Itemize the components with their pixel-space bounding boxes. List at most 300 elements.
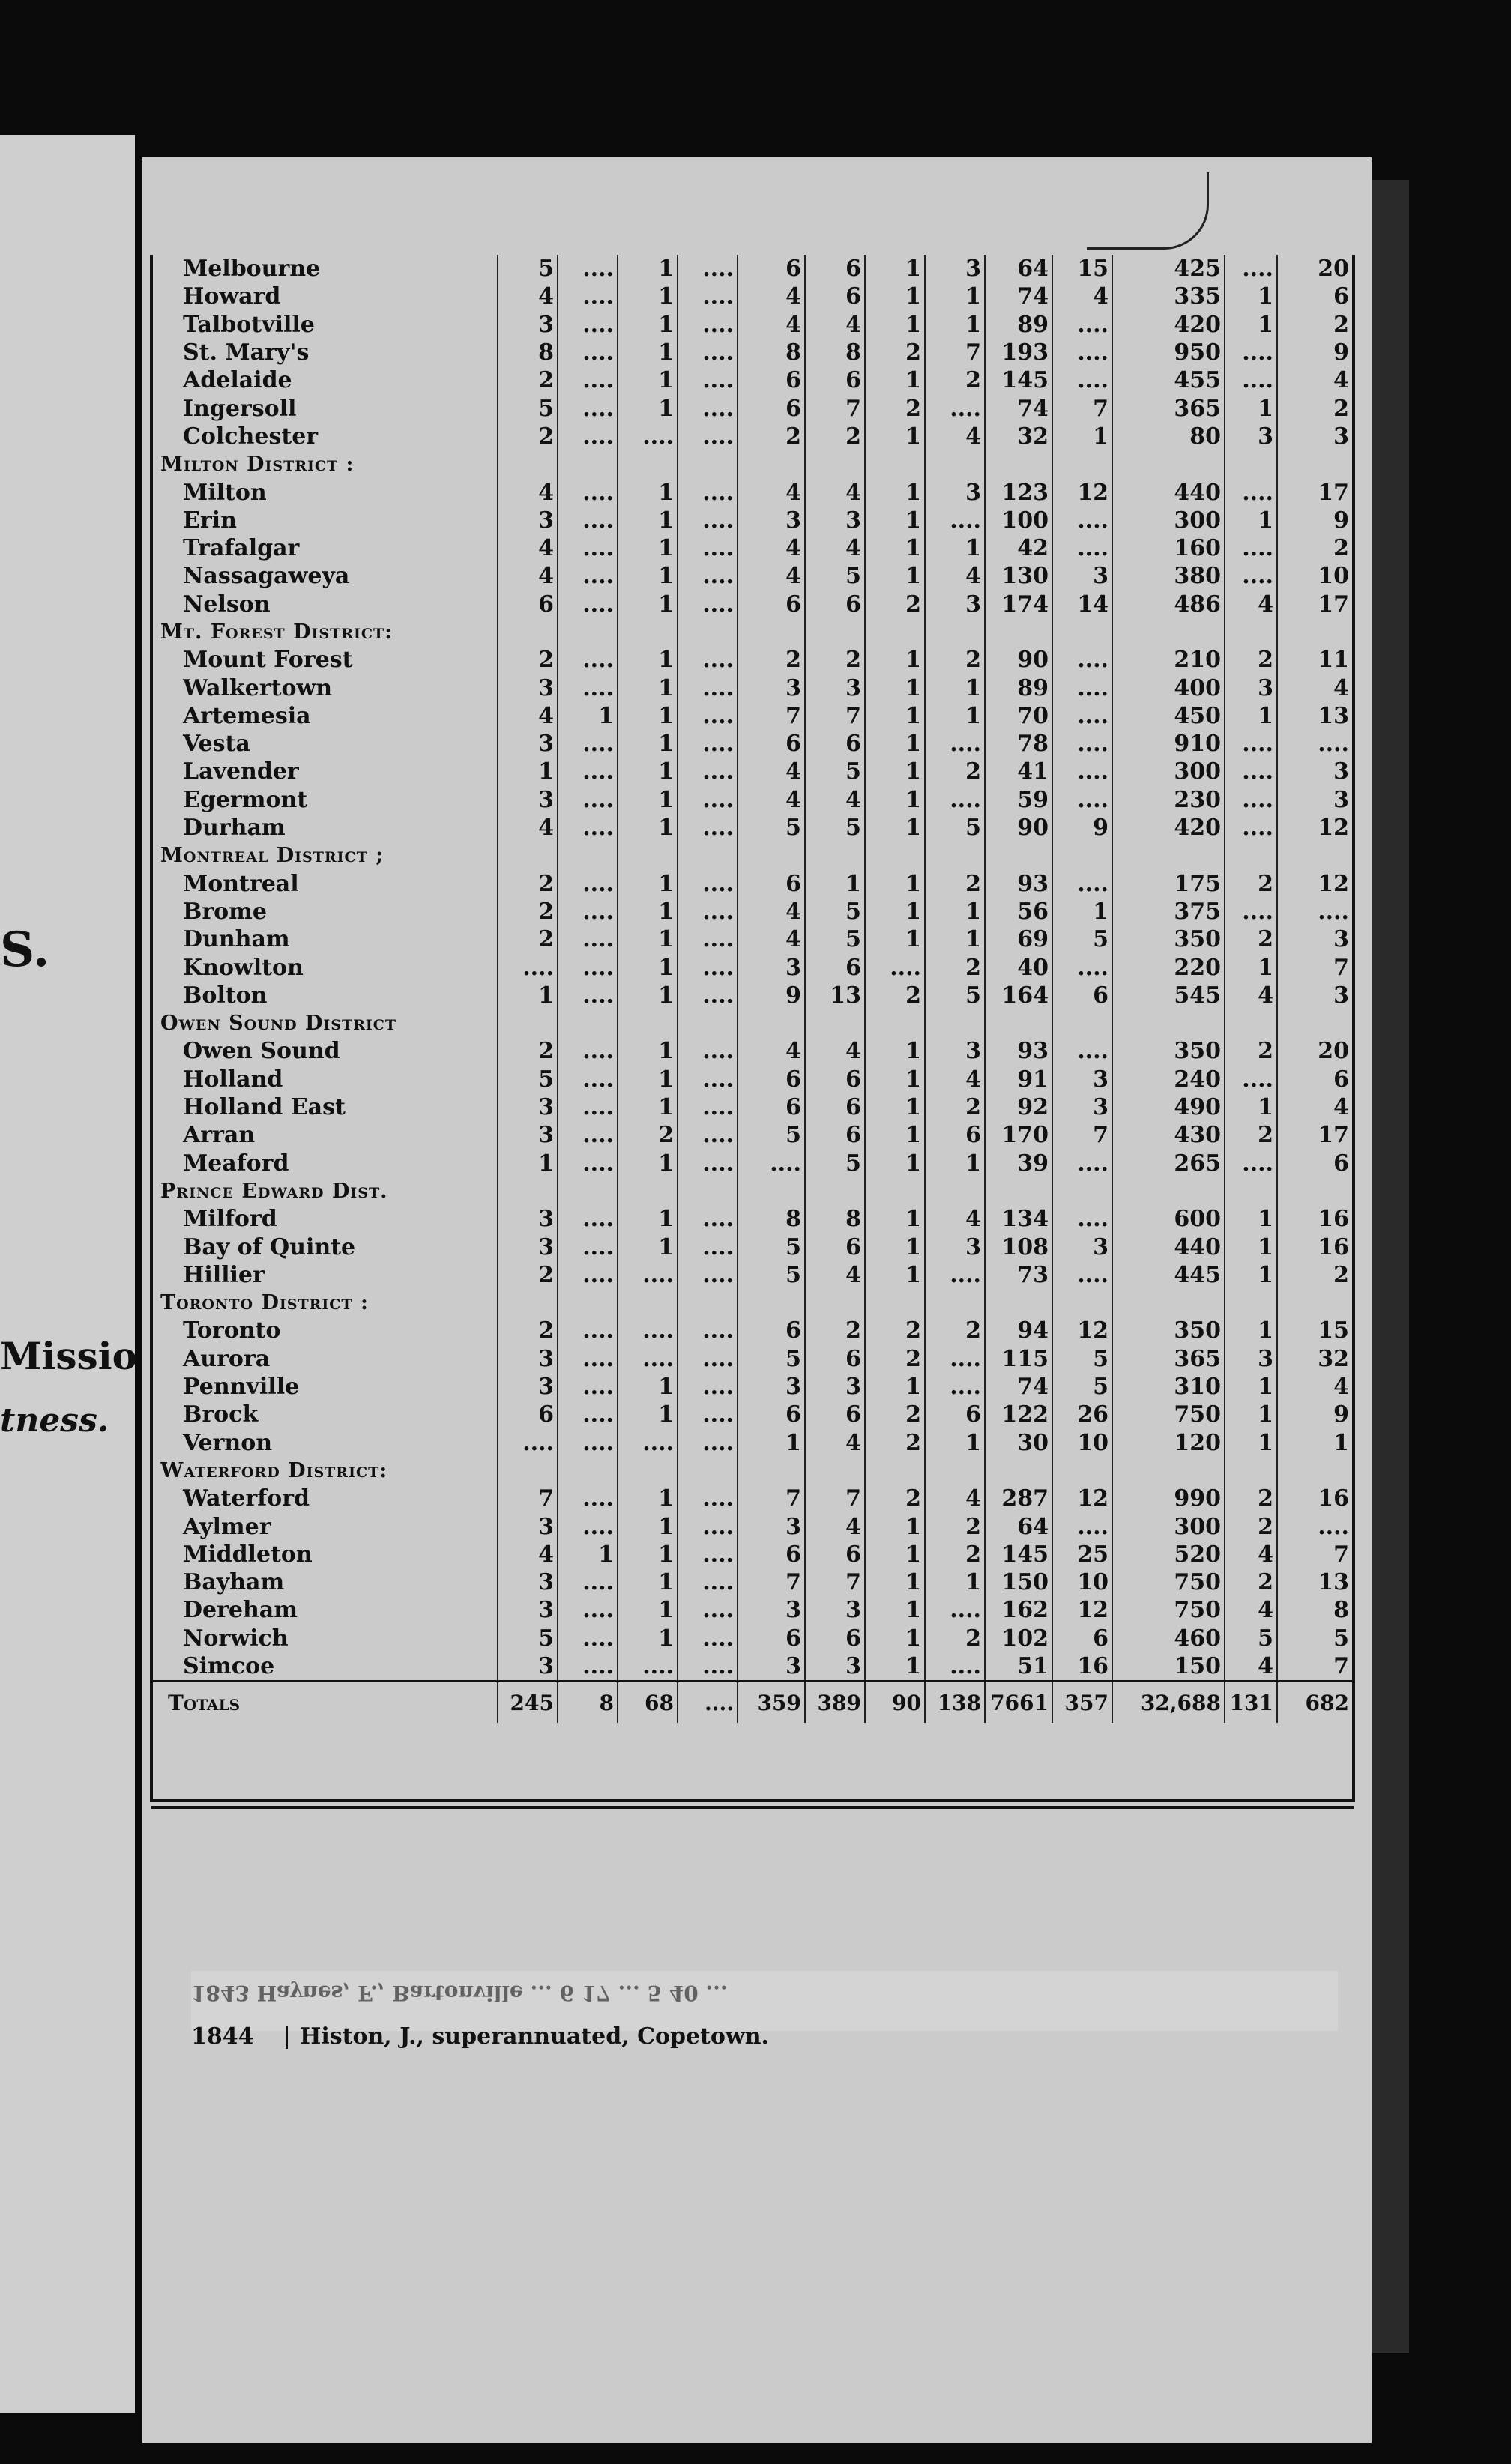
table-cell: 70 [985, 702, 1052, 730]
table-cell: 6 [1277, 1066, 1352, 1093]
table-cell: 12 [1052, 1317, 1112, 1344]
table-cell: 3 [498, 730, 558, 758]
table-cell: 450 [1112, 702, 1225, 730]
table-cell: 2 [498, 423, 558, 450]
table-cell: 9 [738, 982, 805, 1009]
table-cell: 6 [805, 255, 865, 283]
table-cell: 9 [1277, 339, 1352, 366]
table-cell: .... [678, 1261, 738, 1289]
table-cell: 3 [925, 478, 985, 506]
table-cell: .... [558, 646, 618, 674]
table-cell: 2 [498, 366, 558, 394]
circuit-name: Durham [183, 815, 286, 842]
table-cell: .... [678, 1150, 738, 1177]
table-cell: 6 [738, 730, 805, 758]
statistics-table [153, 255, 1352, 1723]
table-cell: 4 [805, 786, 865, 814]
table-cell [1112, 1289, 1225, 1317]
table-cell: 240 [1112, 1066, 1225, 1093]
table-cell: 4 [805, 534, 865, 562]
table-cell: .... [678, 1541, 738, 1568]
table-cell: .... [678, 1066, 738, 1093]
table-cell: .... [678, 982, 738, 1009]
table-cell: 4 [738, 925, 805, 953]
table-cell: .... [558, 1625, 618, 1652]
table-cell: .... [678, 1345, 738, 1373]
table-cell: 12 [1277, 870, 1352, 898]
table-cell: .... [1225, 478, 1277, 506]
table-cell: 6 [738, 870, 805, 898]
table-cell: 6 [498, 1401, 558, 1428]
table-cell: 2 [498, 1317, 558, 1344]
table-cell: 1 [618, 758, 678, 785]
table-cell: 20 [1277, 1037, 1352, 1065]
table-cell: 310 [1112, 1373, 1225, 1401]
table-cell: 5 [1052, 1345, 1112, 1373]
table-cell [1052, 1289, 1112, 1317]
table-cell [1225, 1289, 1277, 1317]
circuit-name: Owen Sound [183, 1038, 340, 1065]
table-cell: 4 [925, 1205, 985, 1233]
table-cell [558, 1289, 618, 1317]
circuit-name: St. Mary's [183, 339, 310, 366]
table-cell: 1 [618, 1401, 678, 1428]
table-cell [498, 1177, 558, 1205]
table-cell: 2 [925, 1541, 985, 1568]
table-cell: 2 [738, 646, 805, 674]
table-cell: 1 [618, 1512, 678, 1540]
totals-cell: 245 [498, 1682, 558, 1724]
table-cell: 1 [865, 1512, 925, 1540]
table-row [153, 1512, 1352, 1540]
table-cell: .... [678, 814, 738, 842]
table-cell: 4 [738, 758, 805, 785]
circuit-name: Toronto [183, 1317, 281, 1344]
table-cell: .... [678, 1205, 738, 1233]
table-cell: 1 [618, 925, 678, 953]
table-cell: 440 [1112, 1233, 1225, 1260]
circuit-name: Talbotville [183, 311, 315, 338]
table-cell: .... [1052, 311, 1112, 339]
table-cell: .... [1225, 898, 1277, 925]
table-cell: 3 [498, 1596, 558, 1624]
table-cell: 4 [1225, 1596, 1277, 1624]
table-cell: 5 [498, 255, 558, 283]
table-cell: 3 [498, 1568, 558, 1596]
table-cell: 1 [1225, 1401, 1277, 1428]
table-cell: .... [1225, 1150, 1277, 1177]
table-cell: .... [558, 674, 618, 701]
table-cell [1052, 1177, 1112, 1205]
table-cell: 3 [1052, 1233, 1112, 1260]
table-cell: 6 [738, 394, 805, 422]
circuit-name: Meaford [183, 1150, 289, 1177]
table-cell: 5 [738, 1121, 805, 1149]
circuit-name: Nassagaweya [183, 563, 350, 590]
table-cell: 2 [1225, 1485, 1277, 1512]
totals-cell: 68 [618, 1682, 678, 1724]
table-cell: 4 [738, 478, 805, 506]
table-cell: .... [1052, 1150, 1112, 1177]
circuit-name: Brock [183, 1401, 259, 1428]
table-cell: 3 [498, 311, 558, 339]
table-cell: .... [865, 953, 925, 981]
table-cell: 520 [1112, 1541, 1225, 1568]
table-cell: 3 [738, 953, 805, 981]
table-row [153, 1428, 1352, 1456]
table-row [153, 982, 1352, 1009]
table-cell: .... [558, 953, 618, 981]
table-cell: .... [678, 646, 738, 674]
table-cell: 600 [1112, 1205, 1225, 1233]
table-cell: 2 [805, 423, 865, 450]
table-cell: .... [1225, 758, 1277, 785]
table-cell: 130 [985, 562, 1052, 590]
table-row [153, 423, 1352, 450]
circuit-name: Holland [183, 1066, 283, 1093]
table-cell: 3 [1277, 925, 1352, 953]
table-row [153, 1093, 1352, 1121]
table-cell: 1 [618, 1485, 678, 1512]
table-cell: 4 [925, 1485, 985, 1512]
district-name: Milton District : [160, 453, 355, 477]
table-cell: 1 [925, 283, 985, 310]
statistics-table-container [150, 255, 1355, 1802]
table-cell: .... [558, 1401, 618, 1428]
table-cell [865, 618, 925, 646]
table-cell: 1 [618, 1625, 678, 1652]
table-cell [558, 1009, 618, 1037]
table-cell: 1 [1225, 507, 1277, 534]
table-cell [498, 1289, 558, 1317]
table-cell: 2 [925, 1512, 985, 1540]
table-cell: 2 [1225, 1512, 1277, 1540]
table-cell: 3 [805, 1373, 865, 1401]
table-cell: 1 [865, 1150, 925, 1177]
table-cell: 3 [1277, 786, 1352, 814]
table-cell: 15 [1052, 255, 1112, 283]
table-cell: .... [678, 1233, 738, 1260]
table-cell: .... [558, 1373, 618, 1401]
table-cell: 1 [865, 898, 925, 925]
table-cell: 2 [925, 758, 985, 785]
totals-cell: 131 [1225, 1682, 1277, 1724]
district-name: Montreal District ; [160, 844, 384, 868]
table-cell: 2 [865, 1485, 925, 1512]
table-cell: 2 [498, 1261, 558, 1289]
table-cell: 545 [1112, 982, 1225, 1009]
table-cell: 1 [865, 814, 925, 842]
table-cell: 93 [985, 1037, 1052, 1065]
table-cell: 380 [1112, 562, 1225, 590]
table-cell: 145 [985, 1541, 1052, 1568]
table-cell: 3 [1277, 982, 1352, 1009]
table-row [153, 814, 1352, 842]
table-cell: 350 [1112, 1037, 1225, 1065]
table-cell: 1 [618, 702, 678, 730]
table-cell [738, 1289, 805, 1317]
table-cell: 1 [925, 702, 985, 730]
table-cell: 3 [1225, 423, 1277, 450]
table-cell: 6 [805, 1121, 865, 1149]
table-cell: 32 [1277, 1345, 1352, 1373]
table-cell: 74 [985, 283, 1052, 310]
circuit-name: Knowlton [183, 954, 304, 981]
table-cell: .... [678, 311, 738, 339]
table-cell [618, 1457, 678, 1485]
table-cell: 1 [618, 478, 678, 506]
table-cell: 3 [805, 1596, 865, 1624]
table-cell: 89 [985, 311, 1052, 339]
table-cell: 1 [618, 394, 678, 422]
table-cell: 490 [1112, 1093, 1225, 1121]
table-row [153, 1541, 1352, 1568]
table-cell: .... [1052, 507, 1112, 534]
table-row [153, 702, 1352, 730]
table-cell: .... [558, 591, 618, 618]
table-cell [498, 1009, 558, 1037]
table-cell: 1 [865, 1568, 925, 1596]
table-cell [985, 1457, 1052, 1485]
table-cell: 400 [1112, 674, 1225, 701]
district-header-row [153, 1289, 1352, 1317]
table-cell: 91 [985, 1066, 1052, 1093]
table-cell: 39 [985, 1150, 1052, 1177]
table-cell: 3 [1052, 1093, 1112, 1121]
circuit-name: Bayham [183, 1569, 285, 1596]
table-cell [1225, 1009, 1277, 1037]
table-cell: 1 [618, 786, 678, 814]
circuit-name: Bay of Quinte [183, 1233, 356, 1260]
table-cell: 1 [1225, 283, 1277, 310]
table-cell: 3 [738, 1596, 805, 1624]
table-cell [925, 1177, 985, 1205]
district-name: Waterford District: [160, 1458, 388, 1482]
table-cell [985, 842, 1052, 869]
table-cell: 300 [1112, 507, 1225, 534]
table-cell: .... [618, 1345, 678, 1373]
table-cell: .... [1052, 366, 1112, 394]
table-cell: 3 [805, 507, 865, 534]
table-cell: 4 [805, 311, 865, 339]
table-cell: 1 [618, 1373, 678, 1401]
table-cell [1225, 842, 1277, 869]
table-cell: 1 [865, 1121, 925, 1149]
totals-row [153, 1682, 1352, 1724]
table-cell: 2 [925, 646, 985, 674]
table-row [153, 758, 1352, 785]
table-cell: 2 [925, 1093, 985, 1121]
table-cell: 10 [1277, 562, 1352, 590]
table-cell: 2 [925, 953, 985, 981]
table-cell: .... [558, 1485, 618, 1512]
table-cell: 1 [925, 311, 985, 339]
table-cell: .... [558, 1596, 618, 1624]
table-cell: 1 [865, 562, 925, 590]
table-cell: .... [1052, 674, 1112, 701]
table-cell: 3 [738, 674, 805, 701]
table-cell: .... [558, 1233, 618, 1260]
table-cell: 4 [738, 898, 805, 925]
table-cell: .... [678, 1401, 738, 1428]
circuit-name: Trafalgar [183, 535, 300, 562]
table-cell: 2 [1277, 394, 1352, 422]
table-cell: 2 [865, 1428, 925, 1456]
table-cell: .... [678, 1428, 738, 1456]
table-cell: 430 [1112, 1121, 1225, 1149]
table-cell [558, 1457, 618, 1485]
table-row [153, 898, 1352, 925]
table-cell: 1 [865, 674, 925, 701]
page-corner-curl [1087, 172, 1209, 250]
table-cell: 3 [1277, 423, 1352, 450]
table-cell: 6 [1277, 283, 1352, 310]
table-cell: 69 [985, 925, 1052, 953]
table-cell: 1 [618, 674, 678, 701]
table-cell: 2 [925, 870, 985, 898]
table-cell: 2 [865, 591, 925, 618]
table-cell: 2 [498, 898, 558, 925]
table-cell: .... [925, 507, 985, 534]
table-cell: .... [558, 1150, 618, 1177]
table-cell: 3 [1052, 1066, 1112, 1093]
table-cell: .... [678, 366, 738, 394]
table-cell: .... [678, 786, 738, 814]
table-cell: .... [1052, 953, 1112, 981]
table-cell: 2 [865, 1345, 925, 1373]
table-cell: 1 [805, 870, 865, 898]
table-cell: 89 [985, 674, 1052, 701]
table-cell: 2 [865, 394, 925, 422]
table-cell [678, 1289, 738, 1317]
table-cell: 134 [985, 1205, 1052, 1233]
circuit-name: Holland East [183, 1094, 346, 1121]
table-cell: .... [678, 1652, 738, 1682]
table-cell: 12 [1052, 1596, 1112, 1624]
table-row [153, 255, 1352, 283]
table-cell: .... [1225, 255, 1277, 283]
table-cell: 1 [618, 283, 678, 310]
table-cell: 1 [1277, 1428, 1352, 1456]
table-cell: .... [678, 758, 738, 785]
table-cell: 1 [865, 925, 925, 953]
table-cell [1112, 1177, 1225, 1205]
table-cell: 1 [865, 1596, 925, 1624]
table-cell: 17 [1277, 478, 1352, 506]
table-cell: 1 [618, 898, 678, 925]
table-cell: .... [925, 1261, 985, 1289]
table-cell: 8 [1277, 1596, 1352, 1624]
table-cell: 1 [865, 1093, 925, 1121]
table-cell: 300 [1112, 758, 1225, 785]
table-cell: .... [678, 534, 738, 562]
circuit-name: Arran [183, 1122, 256, 1149]
table-cell [1277, 1457, 1352, 1485]
table-cell: 64 [985, 1512, 1052, 1540]
table-cell: 4 [1225, 1652, 1277, 1682]
table-cell: 145 [985, 366, 1052, 394]
table-cell: .... [678, 1373, 738, 1401]
table-cell: 2 [1225, 1037, 1277, 1065]
table-cell: .... [678, 1512, 738, 1540]
table-cell: 1 [618, 646, 678, 674]
table-cell: .... [678, 925, 738, 953]
table-cell: 4 [738, 786, 805, 814]
table-cell: 7 [805, 394, 865, 422]
circuit-name: Brome [183, 898, 268, 925]
table-cell: .... [558, 758, 618, 785]
table-cell: .... [558, 534, 618, 562]
table-cell: 1 [865, 283, 925, 310]
table-cell: 13 [805, 982, 865, 1009]
table-cell: 2 [1277, 311, 1352, 339]
table-cell: .... [1052, 646, 1112, 674]
table-cell: 160 [1112, 534, 1225, 562]
table-cell: 2 [498, 1037, 558, 1065]
table-cell [1112, 1457, 1225, 1485]
table-cell: 1 [865, 1541, 925, 1568]
table-cell: 5 [805, 814, 865, 842]
table-cell [925, 842, 985, 869]
table-cell: 1 [618, 1568, 678, 1596]
table-row [153, 394, 1352, 422]
table-cell: 4 [738, 1037, 805, 1065]
table-cell: 7 [805, 702, 865, 730]
table-cell [1225, 1177, 1277, 1205]
table-cell: 2 [1225, 870, 1277, 898]
table-cell: 2 [925, 1625, 985, 1652]
table-cell: 4 [498, 283, 558, 310]
table-cell: 1 [1052, 898, 1112, 925]
table-cell: 175 [1112, 870, 1225, 898]
table-cell: 4 [925, 1066, 985, 1093]
table-cell: 2 [865, 339, 925, 366]
table-cell: 4 [805, 1037, 865, 1065]
table-cell: 1 [618, 730, 678, 758]
table-cell: 6 [738, 366, 805, 394]
table-cell: 1 [865, 534, 925, 562]
table-cell [558, 1177, 618, 1205]
circuit-name: Melbourne [183, 256, 321, 283]
table-cell: 455 [1112, 366, 1225, 394]
table-row [153, 1485, 1352, 1512]
circuit-name: Milton [183, 479, 267, 506]
table-cell: .... [1225, 534, 1277, 562]
table-row [153, 1261, 1352, 1289]
table-cell: 2 [925, 366, 985, 394]
table-cell: 32 [985, 423, 1052, 450]
table-cell: 6 [805, 1625, 865, 1652]
table-cell: .... [678, 1093, 738, 1121]
table-cell: 1 [865, 1205, 925, 1233]
table-cell: 123 [985, 478, 1052, 506]
table-cell [618, 1177, 678, 1205]
table-cell: 1 [865, 478, 925, 506]
table-cell: .... [558, 1345, 618, 1373]
table-cell: 6 [805, 953, 865, 981]
table-cell [985, 618, 1052, 646]
table-cell [618, 450, 678, 478]
table-cell: 1 [618, 814, 678, 842]
table-cell: 8 [498, 339, 558, 366]
table-cell: 1 [618, 366, 678, 394]
table-cell: 4 [1277, 366, 1352, 394]
table-cell: 4 [1277, 1373, 1352, 1401]
table-cell: .... [558, 1317, 618, 1344]
table-cell [558, 450, 618, 478]
table-cell: 1 [618, 507, 678, 534]
table-cell: 1 [558, 1541, 618, 1568]
